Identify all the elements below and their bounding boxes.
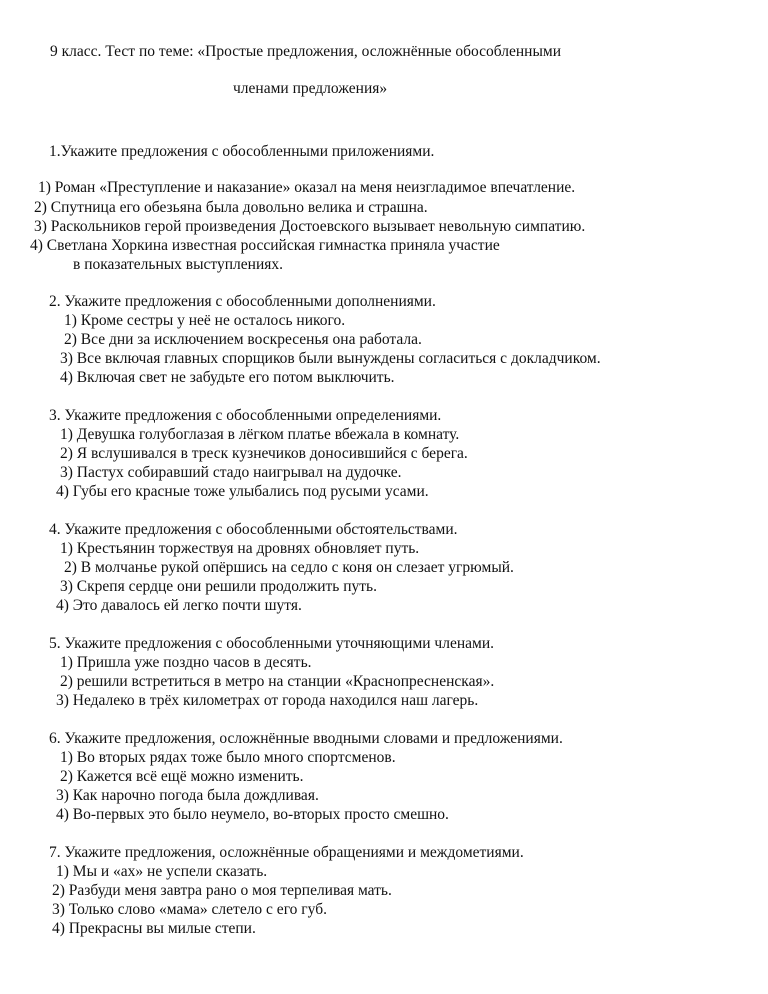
answer-option: 3) Раскольников герой произведения Достоевского вызывает невольную симпатию.: [34, 218, 586, 235]
answer-option: 2) Кажется всё ещё можно изменить.: [60, 768, 304, 785]
answer-option: 1) Во вторых рядах тоже было много спортсменов.: [60, 749, 396, 766]
answer-option: 4) Светлана Хоркина известная российская гимнастка приняла участие: [30, 237, 500, 254]
answer-option: 1) Пришла уже поздно часов в десять.: [60, 654, 312, 671]
answer-option: 1) Кроме сестры у неё не осталось никого.: [64, 312, 346, 329]
answer-option: 2) Разбуди меня завтра рано о моя терпеливая мать.: [52, 882, 392, 899]
answer-option-continuation: в показательных выступлениях.: [73, 256, 283, 273]
answer-option: 3) Все включая главных спорщиков были вынуждены согласиться с докладчиком.: [60, 350, 601, 367]
answer-option: 3) Как нарочно погода была дождливая.: [56, 787, 319, 804]
answer-option: 4) Это давалось ей легко почти шутя.: [56, 597, 302, 614]
answer-option: 2) Спутница его обезьяна была довольно велика и страшна.: [34, 199, 428, 216]
answer-option: 4) Прекрасны вы милые степи.: [52, 920, 256, 937]
question-text: 5. Укажите предложения с обособленными уточняющими членами.: [49, 635, 494, 652]
title-line-2: членами предложения»: [233, 80, 388, 97]
answer-option: 2) Я вслушивался в треск кузнечиков доносившийся с берега.: [60, 445, 468, 462]
question-text: 6. Укажите предложения, осложнённые вводными словами и предложениями.: [49, 730, 563, 747]
answer-option: 1) Мы и «ах» не успели сказать.: [56, 863, 268, 880]
answer-option: 1) Девушка голубоглазая в лёгком платье вбежала в комнату.: [60, 426, 460, 443]
question-text: 4. Укажите предложения с обособленными обстоятельствами.: [49, 521, 458, 538]
answer-option: 4) Губы его красные тоже улыбались под русыми усами.: [56, 483, 429, 500]
answer-option: 4) Включая свет не забудьте его потом выключить.: [60, 369, 395, 386]
answer-option: 2) решили встретиться в метро на станции «Краснопресненская».: [60, 673, 495, 690]
answer-option: 1) Роман «Преступление и наказание» оказал на меня неизгладимое впечатление.: [38, 179, 576, 196]
answer-option: 2) В молчанье рукой опёршись на седло с коня он слезает угрюмый.: [64, 559, 514, 576]
answer-option: 1) Крестьянин торжествуя на дровнях обновляет путь.: [60, 540, 420, 557]
answer-option: 3) Недалеко в трёх километрах от города находился наш лагерь.: [56, 692, 479, 709]
question-text: 3. Укажите предложения с обособленными определениями.: [49, 407, 442, 424]
question-text: 7. Укажите предложения, осложнённые обращениями и междометиями.: [49, 844, 524, 861]
answer-option: 3) Скрепя сердце они решили продолжить путь.: [60, 578, 377, 595]
answer-option: 2) Все дни за исключением воскресенья она работала.: [64, 331, 422, 348]
title-line-1: 9 класс. Тест по теме: «Простые предложения, осложнённые обособленными: [50, 43, 561, 60]
question-text: 2. Укажите предложения с обособленными дополнениями.: [49, 293, 436, 310]
answer-option: 4) Во-первых это было неумело, во-вторых просто смешно.: [56, 806, 449, 823]
question-text: 1.Укажите предложения с обособленными приложениями.: [49, 143, 435, 160]
answer-option: 3) Только слово «мама» слетело с его губ.: [52, 901, 327, 918]
answer-option: 3) Пастух собиравший стадо наигрывал на дудочке.: [60, 464, 402, 481]
